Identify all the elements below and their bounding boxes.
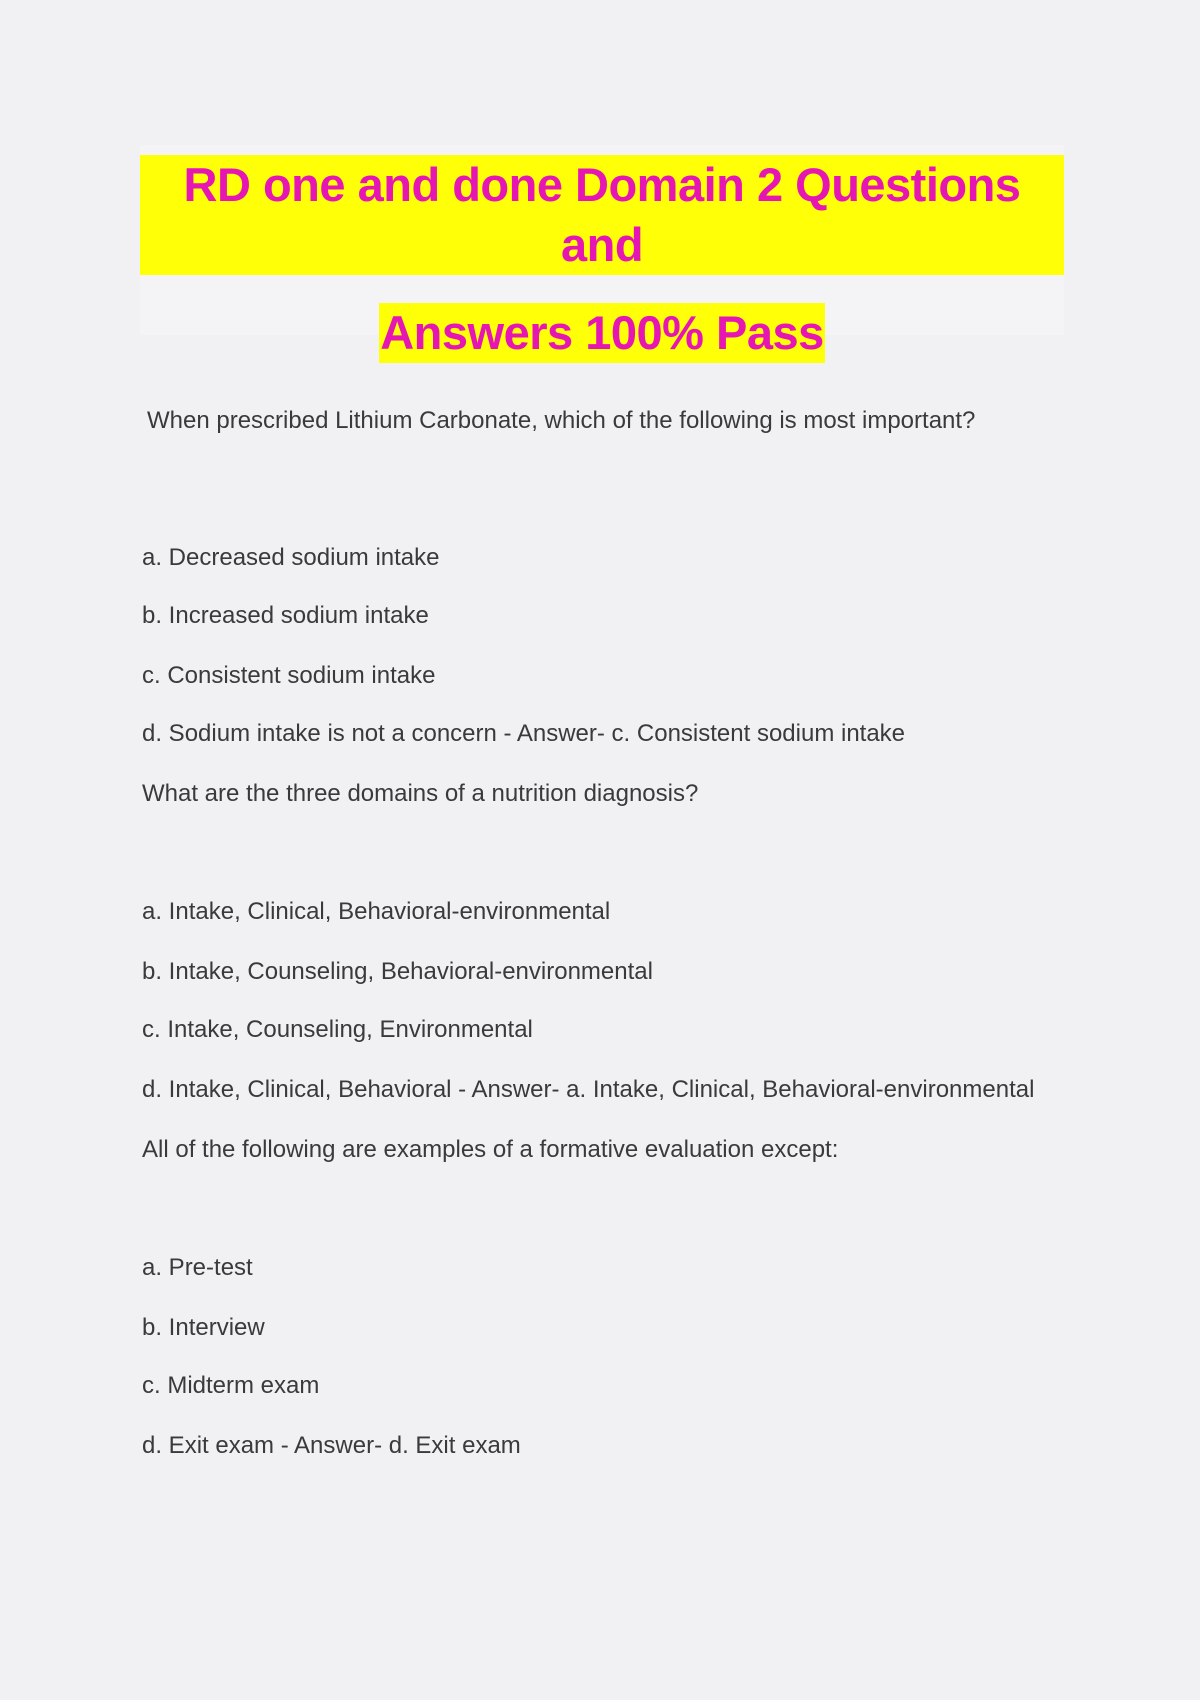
title-line-1: RD one and done Domain 2 Questions and <box>140 155 1064 275</box>
question-3-option-d-answer: d. Exit exam - Answer- d. Exit exam <box>142 1432 521 1459</box>
question-1-option-b: b. Increased sodium intake <box>142 602 429 629</box>
question-2-option-b: b. Intake, Counseling, Behavioral-environmental <box>142 958 653 985</box>
question-2-option-c: c. Intake, Counseling, Environmental <box>142 1016 533 1043</box>
question-3-option-a: a. Pre-test <box>142 1254 253 1281</box>
question-1-option-a: a. Decreased sodium intake <box>142 544 440 571</box>
question-1-option-c: c. Consistent sodium intake <box>142 662 436 689</box>
question-2-option-a: a. Intake, Clinical, Behavioral-environmental <box>142 898 611 925</box>
question-3-text: All of the following are examples of a formative evaluation except: <box>142 1136 839 1163</box>
question-2-text: What are the three domains of a nutrition diagnosis? <box>142 780 699 807</box>
document-title <box>140 145 1064 359</box>
question-3-option-c: c. Midterm exam <box>142 1372 320 1399</box>
question-1-option-d-answer: d. Sodium intake is not a concern - Answer- c. Consistent sodium intake <box>142 720 906 747</box>
question-2-option-d-answer: d. Intake, Clinical, Behavioral - Answer- a. Intake, Clinical, Behavioral-environmental <box>142 1076 1035 1103</box>
question-3-option-b: b. Interview <box>142 1314 265 1341</box>
question-1-text: When prescribed Lithium Carbonate, which of the following is most important? <box>147 407 976 434</box>
title-line-2: Answers 100% Pass <box>379 303 825 363</box>
